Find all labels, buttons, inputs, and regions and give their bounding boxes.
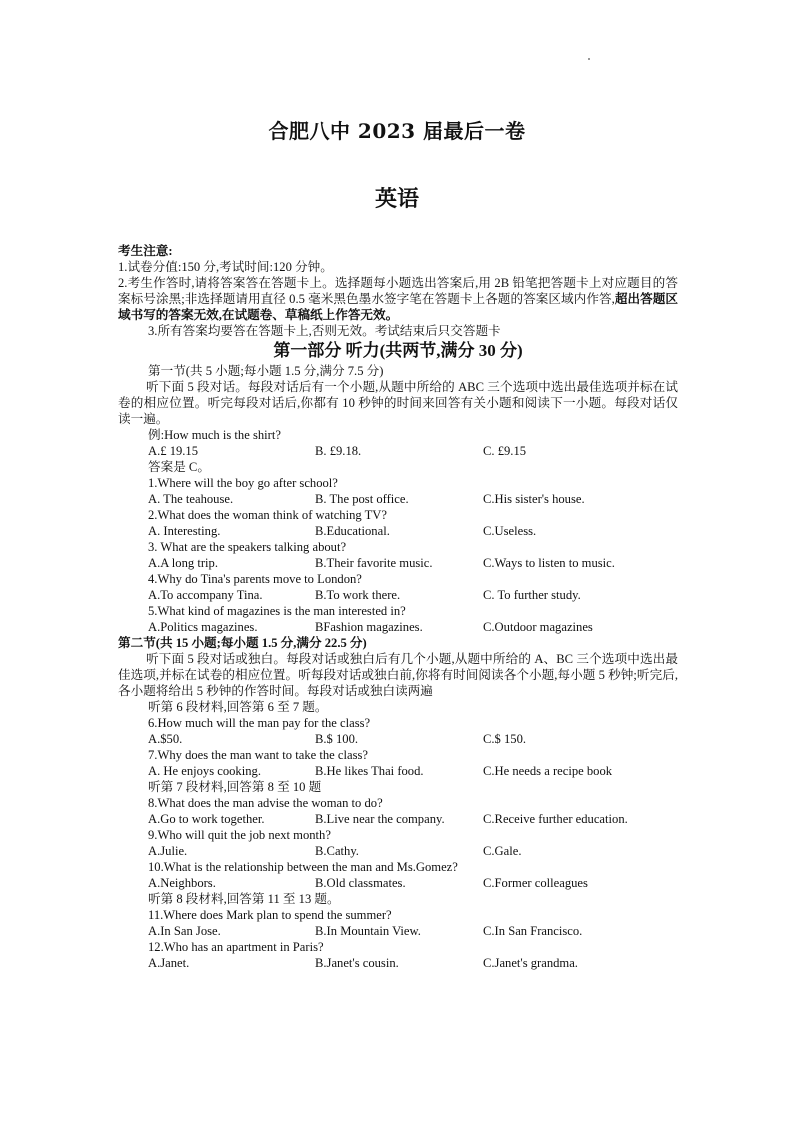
option-c: C.Ways to listen to music.: [483, 556, 615, 570]
example-option-b: B. £9.18.: [315, 444, 362, 458]
notice-item-2-text: 2.考生作答时,请将答案答在答题卡上。选择题每小题选出答案后,用 2B 铅笔把答题卡上对应题目的答案标号涂黑;非选择题请用直径 0.5 毫米黑色墨水签字笔在答题卡上各题的答案区域内作答,: [118, 276, 678, 306]
option-b: B.Live near the company.: [315, 812, 445, 826]
option-c: C.Receive further education.: [483, 812, 628, 826]
option-c: C.Outdoor magazines: [483, 620, 593, 634]
material-8-note: 听第 8 段材料,回答第 11 至 13 题。: [148, 892, 340, 906]
question-stem: 3. What are the speakers talking about?: [148, 540, 347, 554]
option-row: [118, 619, 678, 635]
question-stem: 7.Why does the man want to take the class?: [148, 748, 368, 762]
material-8-questions: [118, 907, 678, 971]
option-row: [118, 491, 678, 507]
option-a: A.Politics magazines.: [148, 620, 258, 634]
option-c: C.Useless.: [483, 524, 537, 538]
notice-item-2-bold: 超出答题区域书写的答案无效,在试题卷、草稿纸上作答无效。: [118, 292, 679, 322]
notice-item-3: 3.所有答案均要答在答题卡上,否则无效。考试结束后只交答题卡: [148, 324, 501, 338]
option-b: B.In Mountain View.: [315, 924, 421, 938]
option-c: C.Gale.: [483, 844, 522, 858]
option-a: A. Interesting.: [148, 524, 221, 538]
option-a: A.Neighbors.: [148, 876, 216, 890]
question-stem: 1.Where will the boy go after school?: [148, 476, 338, 490]
notice-item-1: 1.试卷分值:150 分,考试时间:120 分钟。: [118, 260, 333, 274]
option-c: C.$ 150.: [483, 732, 527, 746]
option-a: A. The teahouse.: [148, 492, 234, 506]
option-c: C.His sister's house.: [483, 492, 585, 506]
material-7-note: 听第 7 段材料,回答第 8 至 10 题: [148, 780, 322, 794]
option-row: [118, 875, 678, 891]
question-stem: 10.What is the relationship between the man and Ms.Gomez?: [148, 860, 458, 874]
option-a: A. He enjoys cooking.: [148, 764, 261, 778]
exam-content: [118, 243, 678, 971]
question-stem: 5.What kind of magazines is the man interested in?: [148, 604, 406, 618]
option-b: B.$ 100.: [315, 732, 359, 746]
example-answer: 答案是 C。: [148, 460, 210, 474]
section2-instructions: 听下面 5 段对话或独白。每段对话或独白后有几个小题,从题中所给的 A、BC 三个选项中选出最佳选项,并标在试卷的相应位置。听每段对话或独白前,你将有时间阅读各个小题,每小题 5 秒钟;听完后,各小题将给出 5 秒钟的作答时间。每段对话或独白读两遍: [118, 652, 678, 698]
option-row: [118, 811, 678, 827]
notice-heading: 考生注意:: [118, 244, 173, 258]
example-question: 例:How much is the shirt?: [148, 428, 281, 442]
section1-questions: [118, 475, 678, 635]
option-a: A.Go to work together.: [148, 812, 265, 826]
question-stem: 6.How much will the man pay for the class?: [148, 716, 371, 730]
option-row: [118, 763, 678, 779]
option-b: B.Janet's cousin.: [315, 956, 399, 970]
option-b: B.He likes Thai food.: [315, 764, 424, 778]
section1-instructions: 听下面 5 段对话。每段对话后有一个小题,从题中所给的 ABC 三个选项中选出最佳选项并标在试卷的相应位置。听完每段对话后,你都有 10 秒钟的时间来回答有关小题和阅读下一小题。每段对话仅读一遍。: [118, 380, 678, 426]
option-a: A.In San Jose.: [148, 924, 221, 938]
option-b: BFashion magazines.: [315, 620, 423, 634]
material-6-note: 听第 6 段材料,回答第 6 至 7 题。: [148, 700, 328, 714]
option-c: C.In San Francisco.: [483, 924, 583, 938]
notice-item-2: [118, 275, 678, 323]
option-row: [118, 587, 678, 603]
option-a: A.Janet.: [148, 956, 190, 970]
section1-title: 第一节(共 5 小题;每小题 1.5 分,满分 7.5 分): [148, 364, 384, 378]
option-b: B.Their favorite music.: [315, 556, 433, 570]
question-stem: 8.What does the man advise the woman to do?: [148, 796, 383, 810]
option-row: [118, 843, 678, 859]
material-6-questions: [118, 715, 678, 779]
option-row: [118, 923, 678, 939]
example-options: [118, 443, 678, 459]
option-b: B.Educational.: [315, 524, 390, 538]
question-stem: 9.Who will quit the job next month?: [148, 828, 331, 842]
subject-title: 英语: [374, 186, 419, 212]
option-c: C.He needs a recipe book: [483, 764, 613, 778]
option-a: A.Julie.: [148, 844, 188, 858]
part1-title: 第一部分 听力(共两节,满分 30 分): [273, 341, 523, 360]
option-c: C.Janet's grandma.: [483, 956, 578, 970]
option-a: A.To accompany Tina.: [148, 588, 263, 602]
option-row: [118, 523, 678, 539]
example-option-a: A.£ 19.15: [148, 444, 199, 458]
option-c: C. To further study.: [483, 588, 581, 602]
option-b: B.To work there.: [315, 588, 401, 602]
option-row: [118, 955, 678, 971]
question-stem: 2.What does the woman think of watching TV?: [148, 508, 387, 522]
scan-speck: [588, 58, 590, 60]
question-stem: 4.Why do Tina's parents move to London?: [148, 572, 362, 586]
question-stem: 12.Who has an apartment in Paris?: [148, 940, 324, 954]
option-b: B.Old classmates.: [315, 876, 406, 890]
option-b: B.Cathy.: [315, 844, 359, 858]
material-7-questions: [118, 795, 678, 891]
option-row: [118, 731, 678, 747]
option-a: A.$50.: [148, 732, 183, 746]
question-stem: 11.Where does Mark plan to spend the summer?: [148, 908, 392, 922]
option-row: [118, 555, 678, 571]
option-c: C.Former colleagues: [483, 876, 588, 890]
section2-title: 第二节(共 15 小题;每小题 1.5 分,满分 22.5 分): [118, 636, 367, 650]
exam-title: 合肥八中 2023 届最后一卷: [268, 119, 526, 143]
example-option-c: C. £9.15: [483, 444, 527, 458]
option-b: B. The post office.: [315, 492, 409, 506]
option-a: A.A long trip.: [148, 556, 218, 570]
